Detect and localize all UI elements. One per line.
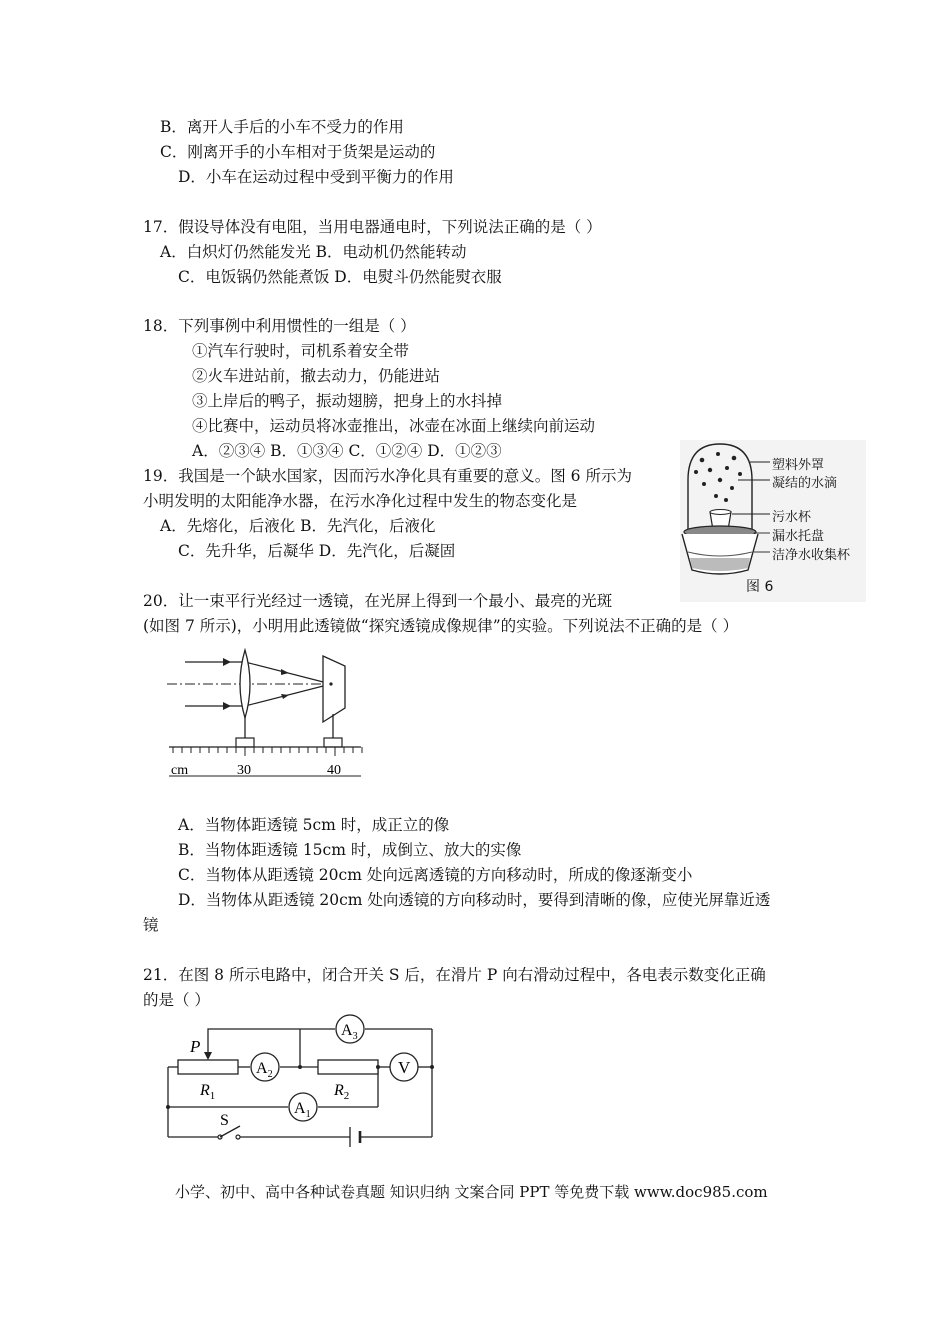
light-screen: [323, 656, 345, 722]
label-dirty-cup: 污水杯: [772, 510, 812, 525]
q19-options-ab: A．先熔化，后液化 B．先汽化，后液化: [160, 517, 436, 535]
q17-options-cd: C．电饭锅仍然能煮饭 D．电熨斗仍然能熨衣服: [178, 268, 502, 286]
q19-options-cd: C．先升华，后凝华 D．先汽化，后凝固: [178, 542, 456, 560]
convex-lens: [240, 650, 250, 718]
q21-stem-line-2: 的是（ ）: [143, 991, 210, 1009]
q18-item-1: ①汽车行驶时，司机系着安全带: [192, 342, 410, 360]
q21-stem-line-1: 21．在图 8 所示电路中，闭合开关 S 后，在滑片 P 向右滑动过程中，各电表示数变化正确: [143, 966, 766, 984]
q16-option-b: B．离开人手后的小车不受力的作用: [160, 118, 404, 136]
label-a3: $A_3$: [341, 1022, 358, 1042]
q20-option-a: A．当物体距透镜 5cm 时，成正立的像: [178, 816, 450, 834]
q20-option-b: B．当物体距透镜 15cm 时，成倒立、放大的实像: [178, 841, 522, 859]
label-a1: $A_1$: [294, 1100, 311, 1120]
focal-spot: [329, 682, 332, 685]
label-switch-s: S: [220, 1112, 229, 1129]
label-plastic-shell: 塑料外罩: [772, 458, 825, 473]
label-leaking-tray: 漏水托盘: [772, 529, 825, 544]
figure-8-circuit: [160, 1012, 445, 1147]
q19-stem-line-1: 19．我国是一个缺水国家，因而污水净化具有重要的意义。图 6 所示为: [143, 467, 632, 485]
label-a2: $A_2$: [256, 1060, 273, 1080]
resistor-r2: [318, 1060, 378, 1074]
q17-stem: 17．假设导体没有电阻，当用电器通电时，下列说法正确的是（ ）: [143, 218, 602, 236]
q20-stem-line-1: 20．让一束平行光经过一透镜，在光屏上得到一个最小、最亮的光斑: [143, 592, 613, 610]
q19-stem-line-2: 小明发明的太阳能净水器，在污水净化过程中发生的物态变化是: [143, 492, 578, 510]
screen-holder: [324, 738, 342, 747]
figure-6-caption: 图 6: [746, 579, 774, 595]
q20-option-d-line-1: D．当物体从距透镜 20cm 处向透镜的方向移动时，要得到清晰的像，应使光屏靠近透: [178, 891, 771, 909]
q16-option-c: C．刚离开手的小车相对于货架是运动的: [160, 143, 436, 161]
page-footer: 小学、初中、高中各种试卷真题 知识归纳 文案合同 PPT 等免费下载 www.doc985.com: [175, 1183, 768, 1201]
q18-item-3: ③上岸后的鸭子，振动翅膀，把身上的水抖掉: [192, 392, 503, 410]
q20-option-d-line-2: 镜: [143, 916, 159, 934]
figure-6-solar-purifier: [680, 440, 866, 602]
label-condensed-drops: 凝结的水滴: [772, 476, 838, 491]
q17-options-ab: A．白炽灯仍然能发光 B．电动机仍然能转动: [160, 243, 467, 261]
lens-holder: [236, 738, 254, 747]
ruler-unit-label: cm: [171, 763, 189, 778]
condensed-water-drops: [694, 452, 742, 502]
resistor-r1: [178, 1060, 238, 1074]
q18-options: A．②③④ B．①③④ C．①②④ D．①②③: [192, 442, 502, 460]
label-clean-collector: 洁净水收集杯: [772, 548, 851, 563]
q18-item-2: ②火车进站前，撤去动力，仍能进站: [192, 367, 441, 385]
ruler-tick-40: 40: [327, 763, 341, 778]
q20-option-c: C．当物体从距透镜 20cm 处向远离透镜的方向移动时，所成的像逐渐变小: [178, 866, 693, 884]
label-voltmeter: V: [398, 1058, 411, 1077]
q18-stem: 18．下列事例中利用惯性的一组是（ ）: [143, 317, 416, 335]
figure-7-lens-bench: [165, 648, 365, 780]
label-slider-p: P: [190, 1037, 201, 1056]
label-r2: $R_2$: [334, 1082, 350, 1102]
ruler-tick-30: 30: [237, 763, 251, 778]
ruler-ticks: [173, 747, 362, 756]
q16-option-d: D．小车在运动过程中受到平衡力的作用: [178, 168, 454, 186]
q20-stem-line-2: (如图 7 所示)，小明用此透镜做“探究透镜成像规律”的实验。下列说法不正确的是（ ）: [143, 617, 739, 635]
q18-item-4: ④比赛中，运动员将冰壶推出，冰壶在冰面上继续向前运动: [192, 417, 596, 435]
label-r1: $R_1$: [200, 1082, 216, 1102]
